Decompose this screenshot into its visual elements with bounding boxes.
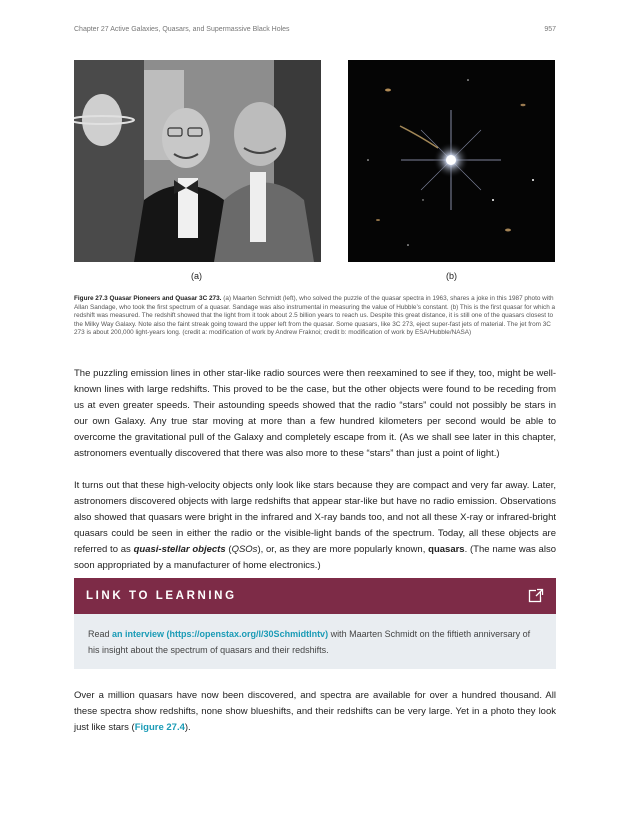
term-quasi-stellar-objects: quasi-stellar objects — [133, 544, 226, 555]
para2-text-1: It turns out that these high-velocity objects only look like stars because they are compact and very far away. Later, astronomers discovered objects with large redshifts that appear star-like but have no radio emission. Observations also showed that quasars were bright in the infrared and X-ray bands too, and not all these X-ray or infrared-bright quasars could be seen in either the radio or the visible-light bands of the spectrum. Today, all these objects are referred to as — [74, 480, 556, 555]
caption-text: (a) Maarten Schmidt (left), who solved the puzzle of the quasar spectra in 1963, shares a joke in this 1987 photo with Allan Sandage, who took the first spectrum of a quasar. Sandage was also instrumental in measuring the value of Hubble’s constant. (b) This is the first quasar for which a redshift was measured. The redshift showed that the light from it took about 2.5 billion years to reach us. Despite this great distance, it is still one of the quasars closest to the Milky Way Galaxy. Note also the faint streak going toward the upper left from the quasar. Some quasars, like 3C 273, eject super-fast jets of material. The jet from 3C 273 is about 200,000 light-years long. (credit a: modification of work by Andrew Fraknoi; credit b: modification of work by ESA/Hubble/NASA) — [74, 295, 556, 336]
link-to-learning-box — [74, 578, 556, 669]
photo-a-illustration — [74, 60, 321, 262]
para2-text-2: ( — [225, 544, 232, 555]
term-qsos: QSOs — [231, 544, 258, 555]
page-header — [74, 26, 556, 38]
link-prefix: Read — [88, 629, 113, 639]
link-to-learning-title: LINK TO LEARNING — [86, 590, 237, 602]
paragraph-emission-lines: The puzzling emission lines in other star-like radio sources were then reexamined to see if they, too, might be well-known lines with large redshifts. This proved to be the case, but the other objects were found to be receding from us at even greater speeds. Their astounding speeds showed that the radio “stars” could not possibly be stars in our own Galaxy. Any true star moving at more than a few hundred kilometers per second would be able to overcome the gravitational pull of the Galaxy and completely escape from it. (As we shall see later in this chapter, astronomers eventually discovered that there was also more to these “stars” than just a point of light.) — [74, 368, 556, 459]
figure-caption — [74, 295, 556, 338]
link-to-learning-header — [74, 578, 556, 614]
link-to-learning-body — [74, 614, 556, 669]
photo-quasar-pioneers — [74, 60, 321, 262]
chapter-title: Chapter 27 Active Galaxies, Quasars, and Supermassive Black Holes — [74, 26, 290, 33]
para3-text-2: ). — [184, 722, 191, 733]
figure-label-b: (b) — [446, 271, 457, 281]
photo-quasar-3c273 — [348, 60, 555, 262]
interview-link[interactable]: an interview (https://openstax.org/l/30SchmidtIntv) — [112, 629, 329, 639]
photo-b-illustration — [348, 60, 555, 262]
figure-27-4-link[interactable]: Figure 27.4 — [134, 722, 185, 733]
para3-text-1: Over a million quasars have now been discovered, and spectra are available for over a hundred thousand. All these spectra show redshifts, none show blueshifts, and their redshifts can be very large. Yet in a photo they look just like stars ( — [74, 690, 556, 733]
para2-text-3: ), or, as they are more popularly known, — [257, 544, 429, 555]
para2-text-4: . (The name was also soon appropriated by a manufacturer of home electronics.) — [74, 544, 556, 571]
caption-title: Figure 27.3 Quasar Pioneers and Quasar 3C 273. — [74, 295, 222, 302]
paragraph-quasars — [74, 478, 556, 574]
external-link-icon — [528, 588, 544, 604]
figure-label-a: (a) — [191, 271, 202, 281]
link-suffix: with Maarten Schmidt on the fiftieth anniversary of his insight about the spectrum of quasars and their redshifts. — [88, 629, 531, 655]
term-quasars: quasars — [428, 544, 465, 555]
paragraph-million-quasars — [74, 688, 556, 736]
page-number: 957 — [544, 26, 556, 33]
